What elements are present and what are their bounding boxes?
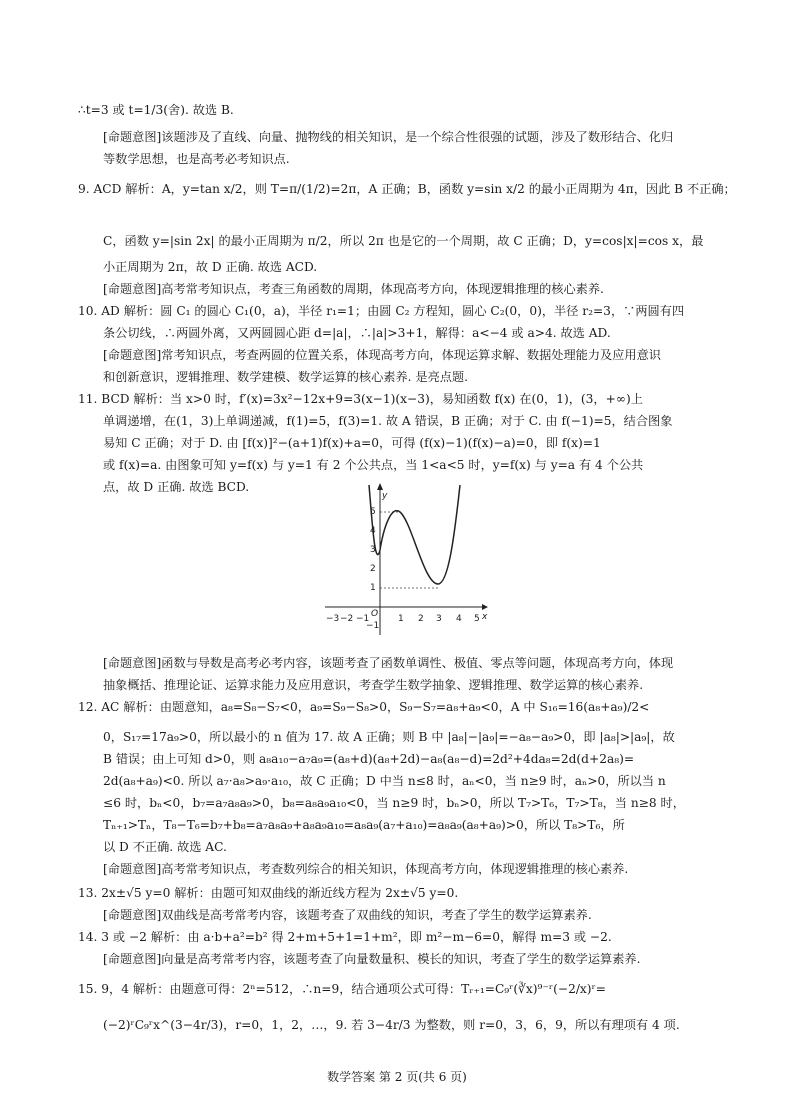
x-tick-4: 4: [456, 614, 462, 624]
line-17: 抽象概括、推理论证、运算求能力及应用意识，考查学生数学抽象、逻辑推理、数学运算的核心素养.: [103, 678, 644, 692]
line-24: 以 D 不正确. 故选 AC.: [103, 840, 227, 854]
line-21: 2d(a₈+a₉)<0. 所以 a₇·a₈>a₉·a₁₀，故 C 正确；D 中当 n≤8 时，aₙ<0，当 n≥9 时，aₙ>0，所以当 n: [103, 774, 666, 788]
y-tick--1: −1: [366, 621, 380, 631]
line-4: C，函数 y=|sin 2x| 的最小正周期为 π/2，所以 2π 也是它的一个周期，故 C 正确；D，y=cos|x|=cos x，最: [103, 234, 704, 248]
x-tick-5: 5: [474, 614, 480, 624]
line-6: [命题意图]高考常考知识点，考查三角函数的周期，体现高考方向，体现逻辑推理的核心素养.: [103, 282, 604, 296]
y-tick-1: 1: [370, 583, 376, 593]
x-tick--1: −1: [356, 614, 370, 624]
line-20: B 错误；由上可知 d>0，则 a₈a₁₀−a₇a₉=(a₈+d)(a₈+2d)−a₈(a₈−d)=2d²+4da₈=2d(d+2a₈)=: [103, 752, 635, 766]
line-7: 10. AD 解析：圆 C₁ 的圆心 C₁(0，a)，半径 r₁=1；由圆 C₂ 方程知，圆心 C₂(0，0)，半径 r₂=3，∵两圆有四: [78, 304, 685, 318]
line-15: 点，故 D 正确. 故选 BCD.: [103, 480, 250, 494]
y-tick-2: 2: [370, 564, 376, 574]
y-tick-3: 3: [370, 545, 376, 555]
line-27: [命题意图]双曲线是高考常考内容，该题考查了双曲线的知识，考查了学生的数学运算素养.: [103, 908, 592, 922]
line-19: 0，S₁₇=17a₉>0，所以最小的 n 值为 17. 故 A 正确；则 B 中 |a₈|−|a₉|=−a₈−a₉>0，即 |a₈|>|a₉|，故: [103, 730, 675, 744]
line-23: Tₙ₊₁>Tₙ，T₈−T₆=b₇+b₈=a₇a₈a₉+a₈a₉a₁₀=a₈a₉(a₇+a₁₀)=a₈a₉(a₈+a₉)>0，所以 T₈>T₆，所: [103, 818, 625, 832]
origin-label: O: [371, 609, 379, 619]
line-3: 9. ACD 解析：A，y=tan x/2，则 T=π/(1/2)=2π，A 正确；B，函数 y=sin x/2 的最小正周期为 4π，因此 B 不正确；: [78, 182, 736, 196]
line-25: [命题意图]高考常考知识点，考查数列综合的相关知识，体现高考方向，体现逻辑推理的核心素养.: [103, 862, 629, 876]
line-12: 单调递增，在(1，3)上单调递减，f(1)=5，f(3)=1. 故 A 错误，B 正确；对于 C. 由 f(−1)=5，结合图象: [103, 414, 673, 428]
y-axis-label: y: [382, 491, 388, 501]
line-16: [命题意图]函数与导数是高考必考内容，该题考查了函数单调性、极值、零点等问题，体现高考方向，体现: [103, 656, 674, 670]
line-13: 易知 C 正确；对于 D. 由 [f(x)]²−(a+1)f(x)+a=0，可得 (f(x)−1)(f(x)−a)=0，即 f(x)=1: [103, 436, 601, 450]
line-14: 或 f(x)=a. 由图象可知 y=f(x) 与 y=1 有 2 个公共点，当 1<a<5 时，y=f(x) 与 y=a 有 4 个公共: [103, 458, 644, 472]
line-9: [命题意图]常考知识点，考查两圆的位置关系，体现高考方向，体现运算求解、数据处理能力及应用意识: [103, 348, 661, 362]
x-tick-1: 1: [398, 614, 404, 624]
line-31: (−2)ʳC₉ʳx^(3−4r/3)，r=0，1，2，…，9. 若 3−4r/3 为整数，则 r=0，3，6，9，所以有理项有 4 项.: [103, 1018, 680, 1032]
line-28: 14. 3 或 −2 解析：由 a·b+a²=b² 得 2+m+5+1=1+m²，即 m²−m−6=0，解得 m=3 或 −2.: [78, 930, 612, 944]
line-18: 12. AC 解析：由题意知，a₈=S₈−S₇<0，a₉=S₉−S₈>0，S₉−S₇=a₈+a₉<0，A 中 S₁₆=16(a₈+a₉)/2<: [78, 700, 650, 714]
function-graph: [320, 480, 490, 640]
line-30: 15. 9，4 解析：由题意可得：2ⁿ=512，∴n=9，结合通项公式可得：Tᵣ₊₁=C₉ʳ(∛x)⁹⁻ʳ(−2/x)ʳ=: [78, 982, 607, 996]
line-26: 13. 2x±√5 y=0 解析：由题可知双曲线的渐近线方程为 2x±√5 y=0.: [78, 886, 459, 900]
line-5: 小正周期为 2π，故 D 正确. 故选 ACD.: [103, 260, 318, 274]
line-10: 和创新意识，逻辑推理、数学建模、数学运算的核心素养. 是亮点题.: [103, 370, 469, 384]
x-tick-2: 2: [418, 614, 424, 624]
line-1: [命题意图]该题涉及了直线、向量、抛物线的相关知识，是一个综合性很强的试题，涉及了数形结合、化归: [103, 130, 674, 144]
x-tick-3: 3: [436, 614, 442, 624]
line-11: 11. BCD 解析：当 x>0 时，f′(x)=3x²−12x+9=3(x−1)(x−3)，易知函数 f(x) 在(0，1)，(3，+∞)上: [78, 392, 643, 406]
page-footer: 数学答案 第 2 页(共 6 页): [327, 1070, 467, 1084]
x-tick--2: −2: [340, 614, 354, 624]
y-tick-4: 4: [370, 526, 376, 536]
x-tick--3: −3: [326, 614, 340, 624]
line-0: ∴t=3 或 t=1/3(舍). 故选 B.: [78, 103, 234, 117]
x-axis-label: x: [482, 612, 488, 622]
line-8: 条公切线，∴两圆外离，又两圆圆心距 d=|a|，∴|a|>3+1，解得：a<−4 或 a>4. 故选 AD.: [103, 326, 611, 340]
y-tick-5: 5: [370, 507, 376, 517]
line-22: ≤6 时，bₙ<0，b₇=a₇a₈a₉>0，b₈=a₈a₉a₁₀<0，当 n≥9 时，bₙ>0，所以 T₇>T₆，T₇>T₈，当 n≥8 时，: [103, 796, 685, 810]
line-2: 等数学思想，也是高考必考知识点.: [103, 152, 290, 166]
line-29: [命题意图]向量是高考常考内容，该题考查了向量数量积、模长的知识，考查了学生的数学运算素养.: [103, 952, 641, 966]
